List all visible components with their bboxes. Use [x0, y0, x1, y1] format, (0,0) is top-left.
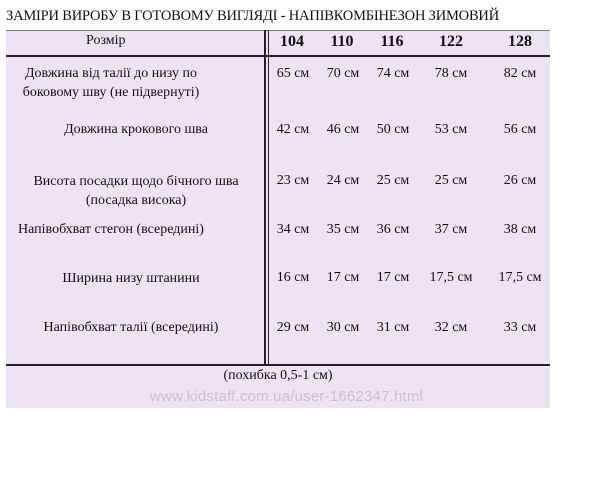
table-cell: 25 см [376, 173, 410, 188]
table-cell: 65 см [276, 66, 310, 81]
table-cell: 82 см [503, 66, 537, 81]
table-cell: 16 см [276, 270, 310, 285]
table-cell: 17 см [326, 270, 360, 285]
table-cell: 38 см [503, 222, 537, 237]
divider [6, 364, 550, 366]
table-cell: 53 см [434, 122, 468, 137]
table-cell: 30 см [326, 320, 360, 335]
table-cell: 32 см [434, 320, 468, 335]
watermark: www.kidstaff.com.ua/user-1662347.html [150, 388, 424, 405]
table-cell: 34 см [276, 222, 310, 237]
table-cell: 29 см [276, 320, 310, 335]
table-cell: 17,5 см [429, 270, 473, 285]
row-label-inseam: Довжина крокового шва [64, 122, 208, 137]
table-cell: 50 см [376, 122, 410, 137]
table-cell: 17 см [376, 270, 410, 285]
table-cell: 26 см [503, 173, 537, 188]
table-cell: 17,5 см [498, 270, 542, 285]
table-cell: 23 см [276, 173, 310, 188]
table-cell: 33 см [503, 320, 537, 335]
table-cell: 78 см [434, 66, 468, 81]
table-cell: 31 см [376, 320, 410, 335]
table-cell: 46 см [326, 122, 360, 137]
row-label-side-length: Довжина від талії до низу по боковому шву (не підвернуті) [22, 66, 200, 100]
table-cell: 35 см [326, 222, 360, 237]
table-cell: 24 см [326, 173, 360, 188]
size-header: Розмір [86, 33, 126, 48]
divider [6, 55, 550, 57]
table-cell: 25 см [434, 173, 468, 188]
table-cell: 42 см [276, 122, 310, 137]
tolerance-note: (похибка 0,5-1 см) [223, 368, 333, 383]
row-label-waist-half: Напівобхват талії (всередині) [43, 320, 219, 335]
table-cell: 37 см [434, 222, 468, 237]
row-label-leg-opening: Ширина низу штанини [62, 271, 200, 286]
row-label-hip-half: Напівобхват стегон (всередині) [18, 222, 204, 237]
size-116: 116 [380, 33, 404, 50]
size-128: 128 [508, 33, 532, 50]
size-122: 122 [439, 33, 463, 50]
table-cell: 74 см [376, 66, 410, 81]
size-104: 104 [280, 33, 304, 50]
page-title: ЗАМІРИ ВИРОБУ В ГОТОВОМУ ВИГЛЯДІ - НАПІВКОМБІНЕЗОН ЗИМОВИЙ [6, 2, 550, 31]
table-cell: 36 см [376, 222, 410, 237]
row-label-rise-height: Висота посадки щодо бічного шва (посадка висока) [33, 174, 239, 208]
size-110: 110 [330, 33, 354, 50]
table-cell: 56 см [503, 122, 537, 137]
table-cell: 70 см [326, 66, 360, 81]
